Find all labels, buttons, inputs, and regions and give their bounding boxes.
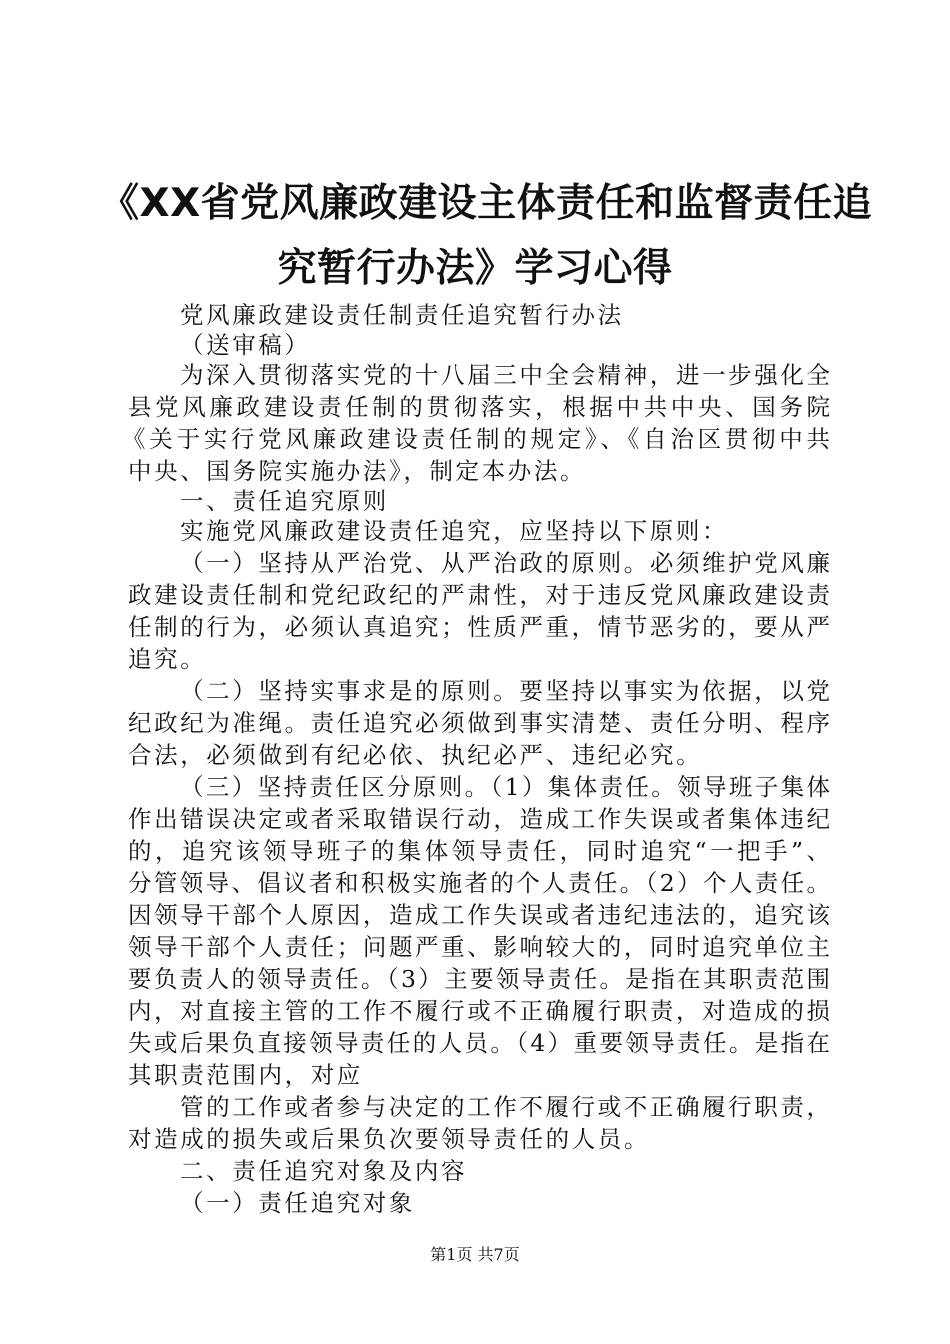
- paragraph-line: 实施党风廉政建设责任追究，应坚持以下原则：: [180, 517, 729, 545]
- paragraph-line: 对造成的损失或后果负次要领导责任的人员。: [128, 1125, 650, 1153]
- document-title-line-2: 究暂行办法》学习心得: [277, 246, 673, 291]
- paragraph-line: 管的工作或者参与决定的工作不履行或不正确履行职责，: [180, 1093, 830, 1121]
- paragraph-line: 要负责人的领导责任。（3）主要领导责任。是指在其职责范围: [128, 965, 830, 993]
- paragraph-line: （二）坚持实事求是的原则。要坚持以事实为依据，以党: [180, 677, 830, 705]
- subsection-heading: （一）责任追究对象: [180, 1189, 415, 1217]
- paragraph-line: 的，追究该领导班子的集体领导责任，同时追究“一把手”、: [128, 837, 830, 865]
- section-heading: 一、责任追究原则: [180, 487, 389, 515]
- paragraph-line: 纪政纪为准绳。责任追究必须做到事实清楚、责任分明、程序: [128, 709, 830, 737]
- paragraph-line: 内，对直接主管的工作不履行或不正确履行职责，对造成的损: [128, 997, 830, 1025]
- paragraph-line: 作出错误决定或者采取错误行动，造成工作失误或者集体违纪: [128, 805, 830, 833]
- section-heading: 二、责任追究对象及内容: [180, 1157, 468, 1185]
- paragraph-line: 县党风廉政建设责任制的贯彻落实，根据中共中央、国务院: [128, 393, 830, 421]
- paragraph-line: 其职责范围内，对应: [128, 1061, 363, 1089]
- page-number: 第1页 共7页: [430, 1245, 520, 1264]
- subtitle: 党风廉政建设责任制责任追究暂行办法: [180, 301, 624, 329]
- paragraph-line: （一）坚持从严治党、从严治政的原则。必须维护党风廉: [180, 549, 830, 577]
- paragraph-line: 任制的行为，必须认真追究；性质严重，情节恶劣的，要从严: [128, 613, 830, 641]
- paragraph-line: 追究。: [128, 645, 207, 673]
- paragraph-line: 中央、国务院实施办法》，制定本办法。: [128, 457, 587, 485]
- paragraph-line: 因领导干部个人原因，造成工作失误或者违纪违法的，追究该: [128, 901, 830, 929]
- draft-note: （送审稿）: [180, 331, 311, 359]
- paragraph-line: 政建设责任制和党纪政纪的严肃性，对于违反党风廉政建设责: [128, 581, 830, 609]
- paragraph-line: 分管领导、倡议者和积极实施者的个人责任。（2）个人责任。: [128, 869, 830, 897]
- document-title-line-1: 《XX省党风廉政建设主体责任和监督责任追: [100, 181, 873, 226]
- paragraph-line: 合法，必须做到有纪必依、执纪必严、违纪必究。: [128, 741, 703, 769]
- paragraph-line: （三）坚持责任区分原则。（1）集体责任。领导班子集体: [180, 773, 830, 801]
- paragraph-line: 领导干部个人责任；问题严重、影响较大的，同时追究单位主: [128, 933, 830, 961]
- paragraph-line: 为深入贯彻落实党的十八届三中全会精神，进一步强化全: [180, 361, 830, 389]
- paragraph-line: 失或后果负直接领导责任的人员。（4）重要领导责任。是指在: [128, 1029, 830, 1057]
- paragraph-line: 《关于实行党风廉政建设责任制的规定》、《自治区贯彻中共: [122, 425, 830, 453]
